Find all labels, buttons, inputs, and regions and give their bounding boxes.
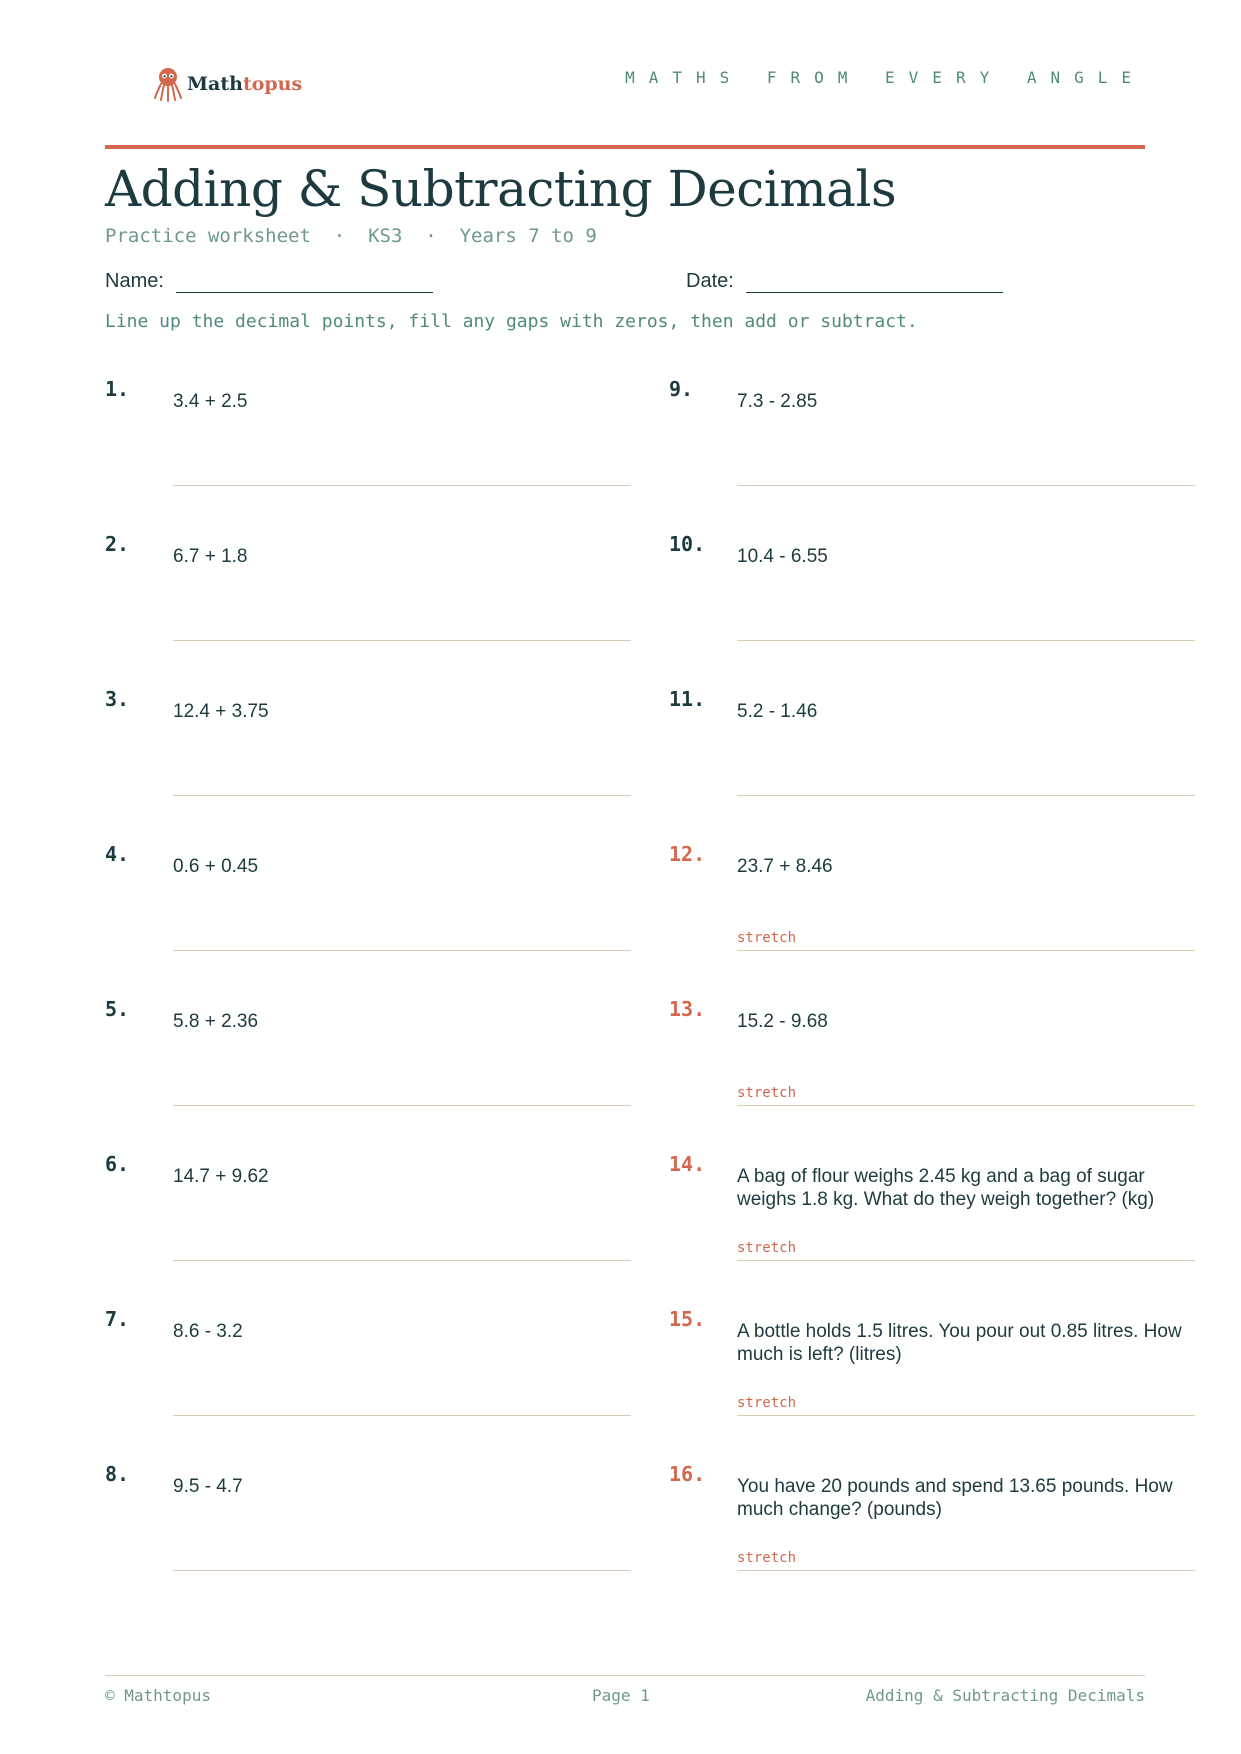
question-text: 10.4 - 6.55: [737, 546, 828, 567]
question-item: [105, 842, 625, 972]
question-item: [669, 1462, 1189, 1592]
question-text: 5.8 + 2.36: [173, 1011, 259, 1032]
stretch-tag: stretch: [737, 1550, 797, 1566]
question-item: [105, 532, 625, 662]
question-number: 1.: [105, 377, 130, 401]
question-item: [669, 532, 1189, 662]
question-item: [105, 1152, 625, 1282]
answer-line[interactable]: [173, 1415, 631, 1416]
page-header: [105, 62, 1145, 112]
question-item: [669, 997, 1189, 1127]
question-text: 9.5 - 4.7: [173, 1476, 243, 1497]
question-number: 5.: [105, 997, 130, 1021]
date-label: Date:: [686, 270, 734, 292]
question-item: [669, 377, 1189, 507]
question-text: 23.7 + 8.46: [737, 856, 833, 877]
octopus-icon: [153, 66, 183, 102]
question-number: 14.: [669, 1152, 706, 1176]
worksheet-title: Adding & Subtracting Decimals: [105, 160, 897, 218]
answer-line[interactable]: [173, 950, 631, 951]
answer-line[interactable]: [173, 485, 631, 486]
answer-line[interactable]: [737, 485, 1195, 486]
question-text: 14.7 + 9.62: [173, 1166, 269, 1187]
question-number: 11.: [669, 687, 706, 711]
stretch-tag: stretch: [737, 1240, 797, 1256]
question-number: 8.: [105, 1462, 130, 1486]
question-text: 6.7 + 1.8: [173, 546, 248, 567]
answer-line[interactable]: [737, 640, 1195, 641]
name-label: Name:: [105, 270, 164, 292]
answer-line[interactable]: [737, 795, 1195, 796]
question-item: [105, 997, 625, 1127]
question-text: 7.3 - 2.85: [737, 391, 818, 412]
question-text: 15.2 - 9.68: [737, 1011, 828, 1032]
question-number: 3.: [105, 687, 130, 711]
answer-line[interactable]: [737, 1570, 1195, 1571]
question-item: [105, 377, 625, 507]
stretch-tag: stretch: [737, 930, 797, 946]
answer-line[interactable]: [173, 1105, 631, 1106]
answer-line[interactable]: [173, 795, 631, 796]
question-text: 0.6 + 0.45: [173, 856, 259, 877]
answer-line[interactable]: [173, 1570, 631, 1571]
question-item: [669, 1152, 1189, 1282]
worksheet-subtitle: Practice worksheet · KS3 · Years 7 to 9: [105, 225, 597, 247]
instructions: Line up the decimal points, fill any gaps with zeros, then add or subtract.: [105, 311, 918, 332]
brand-logo: [153, 66, 302, 102]
question-number: 12.: [669, 842, 706, 866]
question-number: 6.: [105, 1152, 130, 1176]
question-text: You have 20 pounds and spend 13.65 pounds. How much change? (pounds): [737, 1476, 1173, 1520]
answer-line[interactable]: [173, 640, 631, 641]
question-text: A bottle holds 1.5 litres. You pour out 0.85 litres. How much is left? (litres): [737, 1321, 1182, 1365]
question-number: 16.: [669, 1462, 706, 1486]
question-item: [105, 687, 625, 817]
question-number: 13.: [669, 997, 706, 1021]
question-text: A bag of flour weighs 2.45 kg and a bag of sugar weighs 1.8 kg. What do they weigh together? (kg): [737, 1166, 1155, 1210]
stretch-tag: stretch: [737, 1085, 797, 1101]
footer-divider: [105, 1675, 1145, 1676]
name-blank[interactable]: [176, 270, 433, 293]
footer-copyright: © Mathtopus: [105, 1686, 211, 1705]
answer-line[interactable]: [737, 1260, 1195, 1261]
answer-line[interactable]: [737, 1415, 1195, 1416]
header-divider: [105, 145, 1145, 149]
question-item: [105, 1462, 625, 1592]
question-text: 3.4 + 2.5: [173, 391, 248, 412]
answer-line[interactable]: [737, 950, 1195, 951]
answer-line[interactable]: [173, 1260, 631, 1261]
question-number: 4.: [105, 842, 130, 866]
question-number: 15.: [669, 1307, 706, 1331]
brand-name: Mathtopus: [187, 73, 303, 95]
question-item: [105, 1307, 625, 1437]
brand-tagline: MATHS FROM EVERY ANGLE: [625, 68, 1145, 87]
question-number: 10.: [669, 532, 706, 556]
question-item: [669, 842, 1189, 972]
answer-line[interactable]: [737, 1105, 1195, 1106]
footer-page-number: Page 1: [592, 1686, 650, 1705]
question-item: [669, 1307, 1189, 1437]
footer-document-title: Adding & Subtracting Decimals: [865, 1686, 1145, 1705]
date-blank[interactable]: [746, 270, 1003, 293]
question-number: 2.: [105, 532, 130, 556]
name-field[interactable]: [105, 270, 433, 293]
question-text: 8.6 - 3.2: [173, 1321, 243, 1342]
question-number: 7.: [105, 1307, 130, 1331]
question-number: 9.: [669, 377, 694, 401]
stretch-tag: stretch: [737, 1395, 797, 1411]
question-item: [669, 687, 1189, 817]
date-field[interactable]: [686, 270, 1003, 293]
question-text: 5.2 - 1.46: [737, 701, 818, 722]
question-text: 12.4 + 3.75: [173, 701, 269, 722]
